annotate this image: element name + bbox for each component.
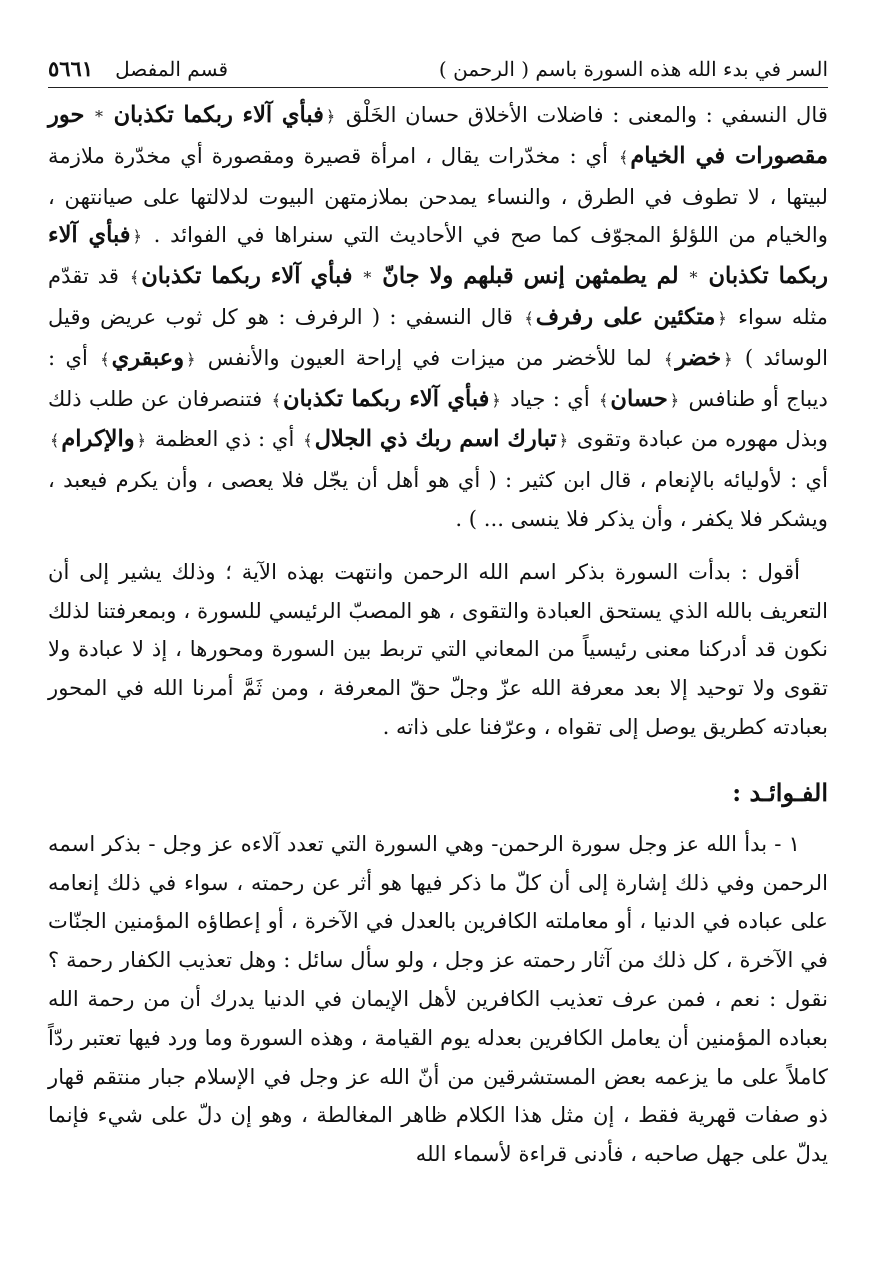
author-commentary-paragraph: أقول : بدأت السورة بذكر اسم الله الرحمن وانتهت بهذه الآية ؛ وذلك يشير إلى أن التعريف بالله الذي يستحق العبادة والتقوى ، هو المصبّ الرئيسي للسورة ، وبمعرفتنا لذلك نكون قد أدركنا معنى رئيسياً من المعاني التي تربط بين السورة ومحورها ، إذ لا عبادة ولا تقوى ولا توحيد إلا بعد معرفة الله عزّ وجلّ حقّ المعرفة ، ومن ثَمَّ أمرنا الله في المحور بعبادته كطريق يوصل إلى تقواه ، وعرّفنا على ذاته . [48,558,828,739]
verse-open-bracket: ﴿ [325,107,336,126]
section-heading: الفـوائـد : [732,777,828,807]
quran-verse: خضر [675,344,722,371]
commentary-text: أي : مخدّرات يقال ، امرأة قصيرة ومقصورة أي مخدّرة ملازمة لبيتها ، لا تطوف في الطرق ، والنساء يمدحن بملازمتهن البيوت لدلالتها على صيانتهن ، والخيام من اللؤلؤ المجوّف كما صح في الأحاديث التي سنراها في الفوائد . [48,142,828,248]
commentary-text: فتنصرفان عن طلب ذلك وبذل مهوره من عبادة وتقوى [48,385,828,452]
verse-close-bracket: ﴾ [663,349,674,369]
commentary-text: لما للأخضر من ميزات في إراحة العيون والأنفس [207,344,652,370]
verse-separator: * [363,268,372,288]
quran-verse: فبأي آلاء ربكما تكذبان [113,102,324,128]
verse-close-bracket: ﴾ [599,390,609,410]
verse-open-bracket: ﴿ [558,431,569,451]
quran-verse: لم يطمثهن إنس قبلهم ولا جانّ [382,263,679,290]
verse-close-bracket: ﴾ [524,308,534,328]
verse-close-bracket: ﴾ [50,431,60,451]
commentary-text: أي : ديباج أو طنافس [48,344,828,411]
commentary-text: قد تقدّم مثله سواء [48,263,828,329]
verse-open-bracket: ﴿ [186,349,196,369]
quran-verse: متكئين على رفرف [535,303,716,330]
quran-verse: فبأي آلاء ربكما تكذبان [141,263,353,290]
commentary-text: أي : جياد [510,385,590,411]
verse-close-bracket: ﴾ [100,349,110,369]
quran-verse: فبأي آلاء ربكما تكذبان [282,385,490,412]
page-number: ٥٦٦١ [48,56,94,81]
verse-open-bracket: ﴿ [669,390,680,410]
verse-separator: * [689,268,698,288]
verse-close-bracket: ﴾ [303,431,313,451]
verse-close-bracket: ﴾ [271,390,281,410]
quran-verse: حور مقصورات في الخيام [48,102,828,169]
commentary-text: قال النسفي : ( الرفرف : هو كل ثوب عريض وقيل الوسائد ) [48,303,828,370]
quran-verse: تبارك اسم ربك ذي الجلال [314,426,557,453]
verse-open-bracket: ﴿ [136,431,147,451]
benefit-paragraph: ١ - بدأ الله عز وجل سورة الرحمن- وهي السورة التي تعدد آلاءه عز وجل - بذكر اسمه الرحمن وفي ذلك إشارة إلى أن كلّ ما ذكر فيها هو أثر عن رحمته ، سواء في ذلك إنعامه على عباده في الدنيا ، أو معاملته الكافرين بالعدل في الآخرة ، أو إعطاؤه المؤمنين الجنّات في الآخرة ، كل ذلك من آثار رحمته عز وجل ، ولو سأل سائل : وهل تعذيب الكفار رحمة ؟ نقول : نعم ، فمن عرف تعذيب الكافرين لأهل الإيمان في الدنيا يدرك أن من رحمة الله بعباده المؤمنين أن يعامل الكافرين بعدله يوم القيامة ، وهذه السورة وما ورد فيها تعتبر ردّاً كاملاً على ما يزعمه بعض المستشرقين من أنّ الله عز وجل في الإسلام جبار منتقم قهار ذو صفات قهرية فقط ، إن مثل هذا الكلام ظاهر المغالطة ، وهو إن دلّ على شيء فإنما يدلّ على جهل صاحبه ، فأدنى قراءة لأسماء الله [48,830,828,1167]
running-title: السر في بدء الله هذه السورة باسم ( الرحمن ) [438,57,828,81]
commentary-text: أي : ذي العظمة [154,426,295,452]
verse-open-bracket: ﴿ [132,227,142,247]
commentary-text: قال النسفي : والمعنى : فاضلات الأخلاق حسان الخَلْق [345,102,828,127]
verse-open-bracket: ﴿ [491,390,501,410]
commentary-text: أي : لأوليائه بالإنعام ، قال ابن كثير : ( أي هو أهل أن يجّل فلا يعصى ، وأن يكرم فيعبد ، ويشكر فلا يكفر ، وأن يذكر فلا ينسى ... ) . [48,467,828,531]
quran-verse: والإكرام [61,426,135,453]
quran-verse: وعبقري [111,344,185,371]
page-header [48,0,828,88]
quran-verse: حسان [610,385,668,412]
section-name: قسم المفصل [115,57,229,81]
header-left-group [48,56,228,81]
quran-verse: فبأي آلاء ربكما تكذبان [48,222,828,290]
verse-separator: * [95,107,103,126]
verse-open-bracket: ﴿ [723,349,733,369]
verse-close-bracket: ﴾ [618,147,629,167]
commentary-paragraph [48,96,828,539]
verse-close-bracket: ﴾ [129,268,140,288]
verse-open-bracket: ﴿ [717,308,727,328]
